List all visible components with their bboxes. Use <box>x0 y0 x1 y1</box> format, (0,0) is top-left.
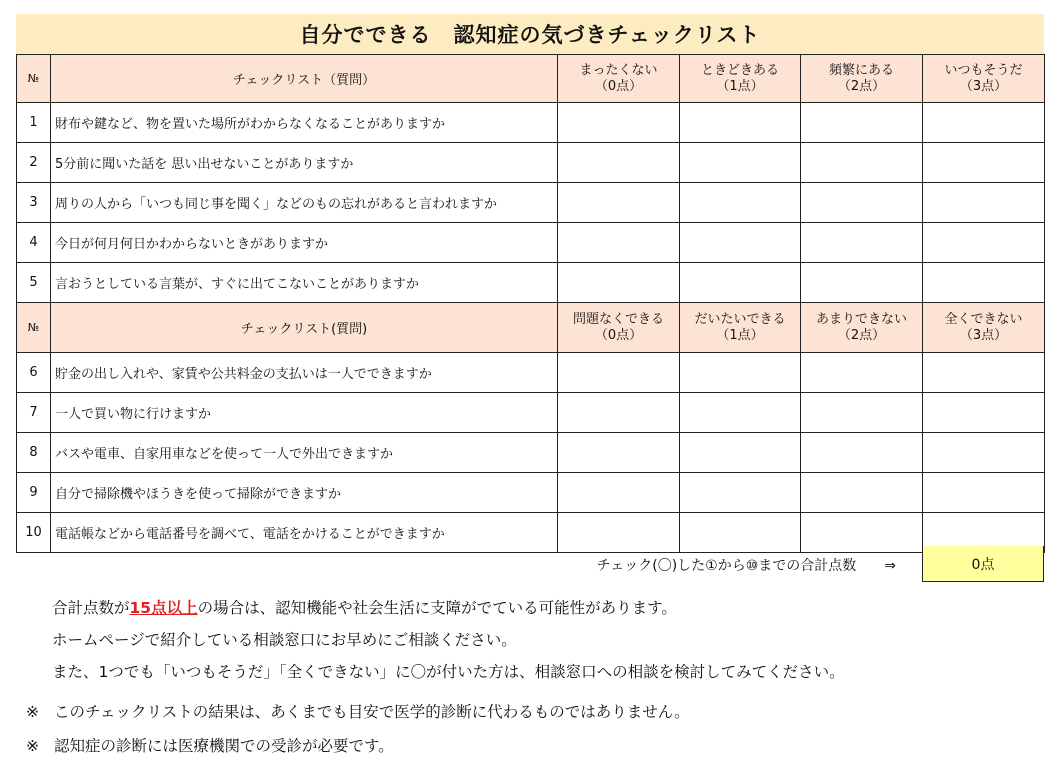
header-option-3 <box>923 55 1045 103</box>
question-text: 電話帳などから電話番号を調べて、電話をかけることができますか <box>51 513 558 553</box>
answer-cell-3[interactable] <box>923 473 1045 513</box>
question-number: 3 <box>17 183 51 223</box>
answer-cell-2[interactable] <box>801 353 923 393</box>
option-points: （2点） <box>837 327 886 343</box>
note-line-1 <box>52 596 845 628</box>
notes <box>52 596 845 692</box>
table-row <box>17 473 1045 513</box>
total-label: チェック(〇)した①から⑩までの合計点数 ⇒ <box>596 558 896 574</box>
table-row <box>17 393 1045 433</box>
option-label: ときどきある <box>700 62 779 78</box>
question-text: 自分で掃除機やほうきを使って掃除ができますか <box>51 473 558 513</box>
header-question: チェックリスト(質問) <box>51 303 558 353</box>
table-row <box>17 223 1045 263</box>
answer-cell-2[interactable] <box>801 473 923 513</box>
answer-cell-0[interactable] <box>558 223 680 263</box>
answer-cell-1[interactable] <box>680 103 801 143</box>
option-label: まったくない <box>579 62 658 78</box>
question-number: 9 <box>17 473 51 513</box>
remark-text: このチェックリストの結果は、あくまでも目安で医学的診断に代わるものではありません。 <box>54 703 690 721</box>
answer-cell-2[interactable] <box>801 223 923 263</box>
table-row <box>17 143 1045 183</box>
answer-cell-1[interactable] <box>680 183 801 223</box>
question-number: 2 <box>17 143 51 183</box>
answer-cell-1[interactable] <box>680 263 801 303</box>
header-question: チェックリスト（質問） <box>51 55 558 103</box>
table-row <box>17 183 1045 223</box>
question-number: 5 <box>17 263 51 303</box>
table-header-row-2 <box>17 303 1045 353</box>
note-line-2: ホームページで紹介している相談窓口にお早めにご相談ください。 <box>52 631 517 649</box>
answer-cell-1[interactable] <box>680 393 801 433</box>
table-row <box>17 263 1045 303</box>
answer-cell-3[interactable] <box>923 263 1045 303</box>
answer-cell-2[interactable] <box>801 183 923 223</box>
header-option-1 <box>680 55 801 103</box>
answer-cell-2[interactable] <box>801 433 923 473</box>
option-label: 問題なくできる <box>572 311 664 327</box>
question-number: 4 <box>17 223 51 263</box>
threshold-highlight: 15点以上 <box>129 599 198 617</box>
question-text: 5分前に聞いた話を 思い出せないことがありますか <box>51 143 558 183</box>
table-header-row <box>17 55 1045 103</box>
question-text: 今日が何月何日かわからないときがありますか <box>51 223 558 263</box>
option-label: いつもそうだ <box>944 62 1023 78</box>
answer-cell-3[interactable] <box>923 393 1045 433</box>
header-option-2 <box>801 303 923 353</box>
answer-cell-3[interactable] <box>923 143 1045 183</box>
answer-cell-1[interactable] <box>680 223 801 263</box>
option-points: （3点） <box>959 327 1008 343</box>
option-label: あまりできない <box>815 311 907 327</box>
question-text: 財布や鍵など、物を置いた場所がわからなくなることがありますか <box>51 103 558 143</box>
header-option-3 <box>923 303 1045 353</box>
question-number: 6 <box>17 353 51 393</box>
answer-cell-1[interactable] <box>680 473 801 513</box>
answer-cell-0[interactable] <box>558 183 680 223</box>
answer-cell-0[interactable] <box>558 353 680 393</box>
answer-cell-0[interactable] <box>558 473 680 513</box>
header-no: № <box>17 55 51 103</box>
answer-cell-0[interactable] <box>558 263 680 303</box>
option-points: （1点） <box>716 327 764 343</box>
header-option-1 <box>680 303 801 353</box>
header-option-0 <box>558 55 680 103</box>
answer-cell-0[interactable] <box>558 103 680 143</box>
option-points: （0点） <box>594 78 643 94</box>
option-points: （1点） <box>716 78 764 94</box>
answer-cell-2[interactable] <box>801 393 923 433</box>
header-option-2 <box>801 55 923 103</box>
table-row <box>17 353 1045 393</box>
option-points: （0点） <box>594 327 643 343</box>
question-text: バスや電車、自家用車などを使って一人で外出できますか <box>51 433 558 473</box>
note-line-1-post: の場合は、認知機能や社会生活に支障がでている可能性があります。 <box>197 599 677 617</box>
remark-mark: ※ <box>26 703 39 721</box>
option-label: だいたいできる <box>694 311 786 327</box>
answer-cell-1[interactable] <box>680 433 801 473</box>
answer-cell-1[interactable] <box>680 353 801 393</box>
question-text: 言おうとしている言葉が、すぐに出てこないことがありますか <box>51 263 558 303</box>
option-label: 全くできない <box>944 311 1023 327</box>
answer-cell-2[interactable] <box>801 263 923 303</box>
question-text: 周りの人から「いつも同じ事を聞く」などのもの忘れがあると言われますか <box>51 183 558 223</box>
question-number: 10 <box>17 513 51 553</box>
option-label: 頻繁にある <box>828 62 894 78</box>
header-no: № <box>17 303 51 353</box>
option-points: （2点） <box>837 78 886 94</box>
question-number: 8 <box>17 433 51 473</box>
answer-cell-2[interactable] <box>801 143 923 183</box>
answer-cell-3[interactable] <box>923 433 1045 473</box>
question-text: 貯金の出し入れや、家賃や公共料金の支払いは一人でできますか <box>51 353 558 393</box>
header-option-0 <box>558 303 680 353</box>
answer-cell-0[interactable] <box>558 143 680 183</box>
answer-cell-3[interactable] <box>923 103 1045 143</box>
checklist-table <box>16 54 1045 553</box>
remark-text: 認知症の診断には医療機関での受診が必要です。 <box>54 737 394 755</box>
answer-cell-3[interactable] <box>923 183 1045 223</box>
note-line-1-pre: 合計点数が <box>52 599 130 617</box>
page-title: 自分でできる 認知症の気づきチェックリスト <box>16 14 1044 54</box>
remark-mark: ※ <box>26 737 39 755</box>
answer-cell-2[interactable] <box>801 103 923 143</box>
answer-cell-0[interactable] <box>558 393 680 433</box>
answer-cell-0[interactable] <box>558 433 680 473</box>
question-text: 一人で買い物に行けますか <box>51 393 558 433</box>
note-line-3: また、1つでも「いつもそうだ」「全くできない」に〇が付いた方は、相談窓口への相談を検討してみてください。 <box>52 663 845 681</box>
table-row <box>17 433 1045 473</box>
total-row <box>16 546 1044 582</box>
table-row <box>17 103 1045 143</box>
question-number: 7 <box>17 393 51 433</box>
option-points: （3点） <box>959 78 1008 94</box>
question-number: 1 <box>17 103 51 143</box>
total-score-box: 0点 <box>922 546 1044 582</box>
answer-cell-1[interactable] <box>680 143 801 183</box>
remark-2 <box>26 734 394 756</box>
remark-1 <box>26 700 690 722</box>
answer-cell-3[interactable] <box>923 353 1045 393</box>
answer-cell-3[interactable] <box>923 223 1045 263</box>
